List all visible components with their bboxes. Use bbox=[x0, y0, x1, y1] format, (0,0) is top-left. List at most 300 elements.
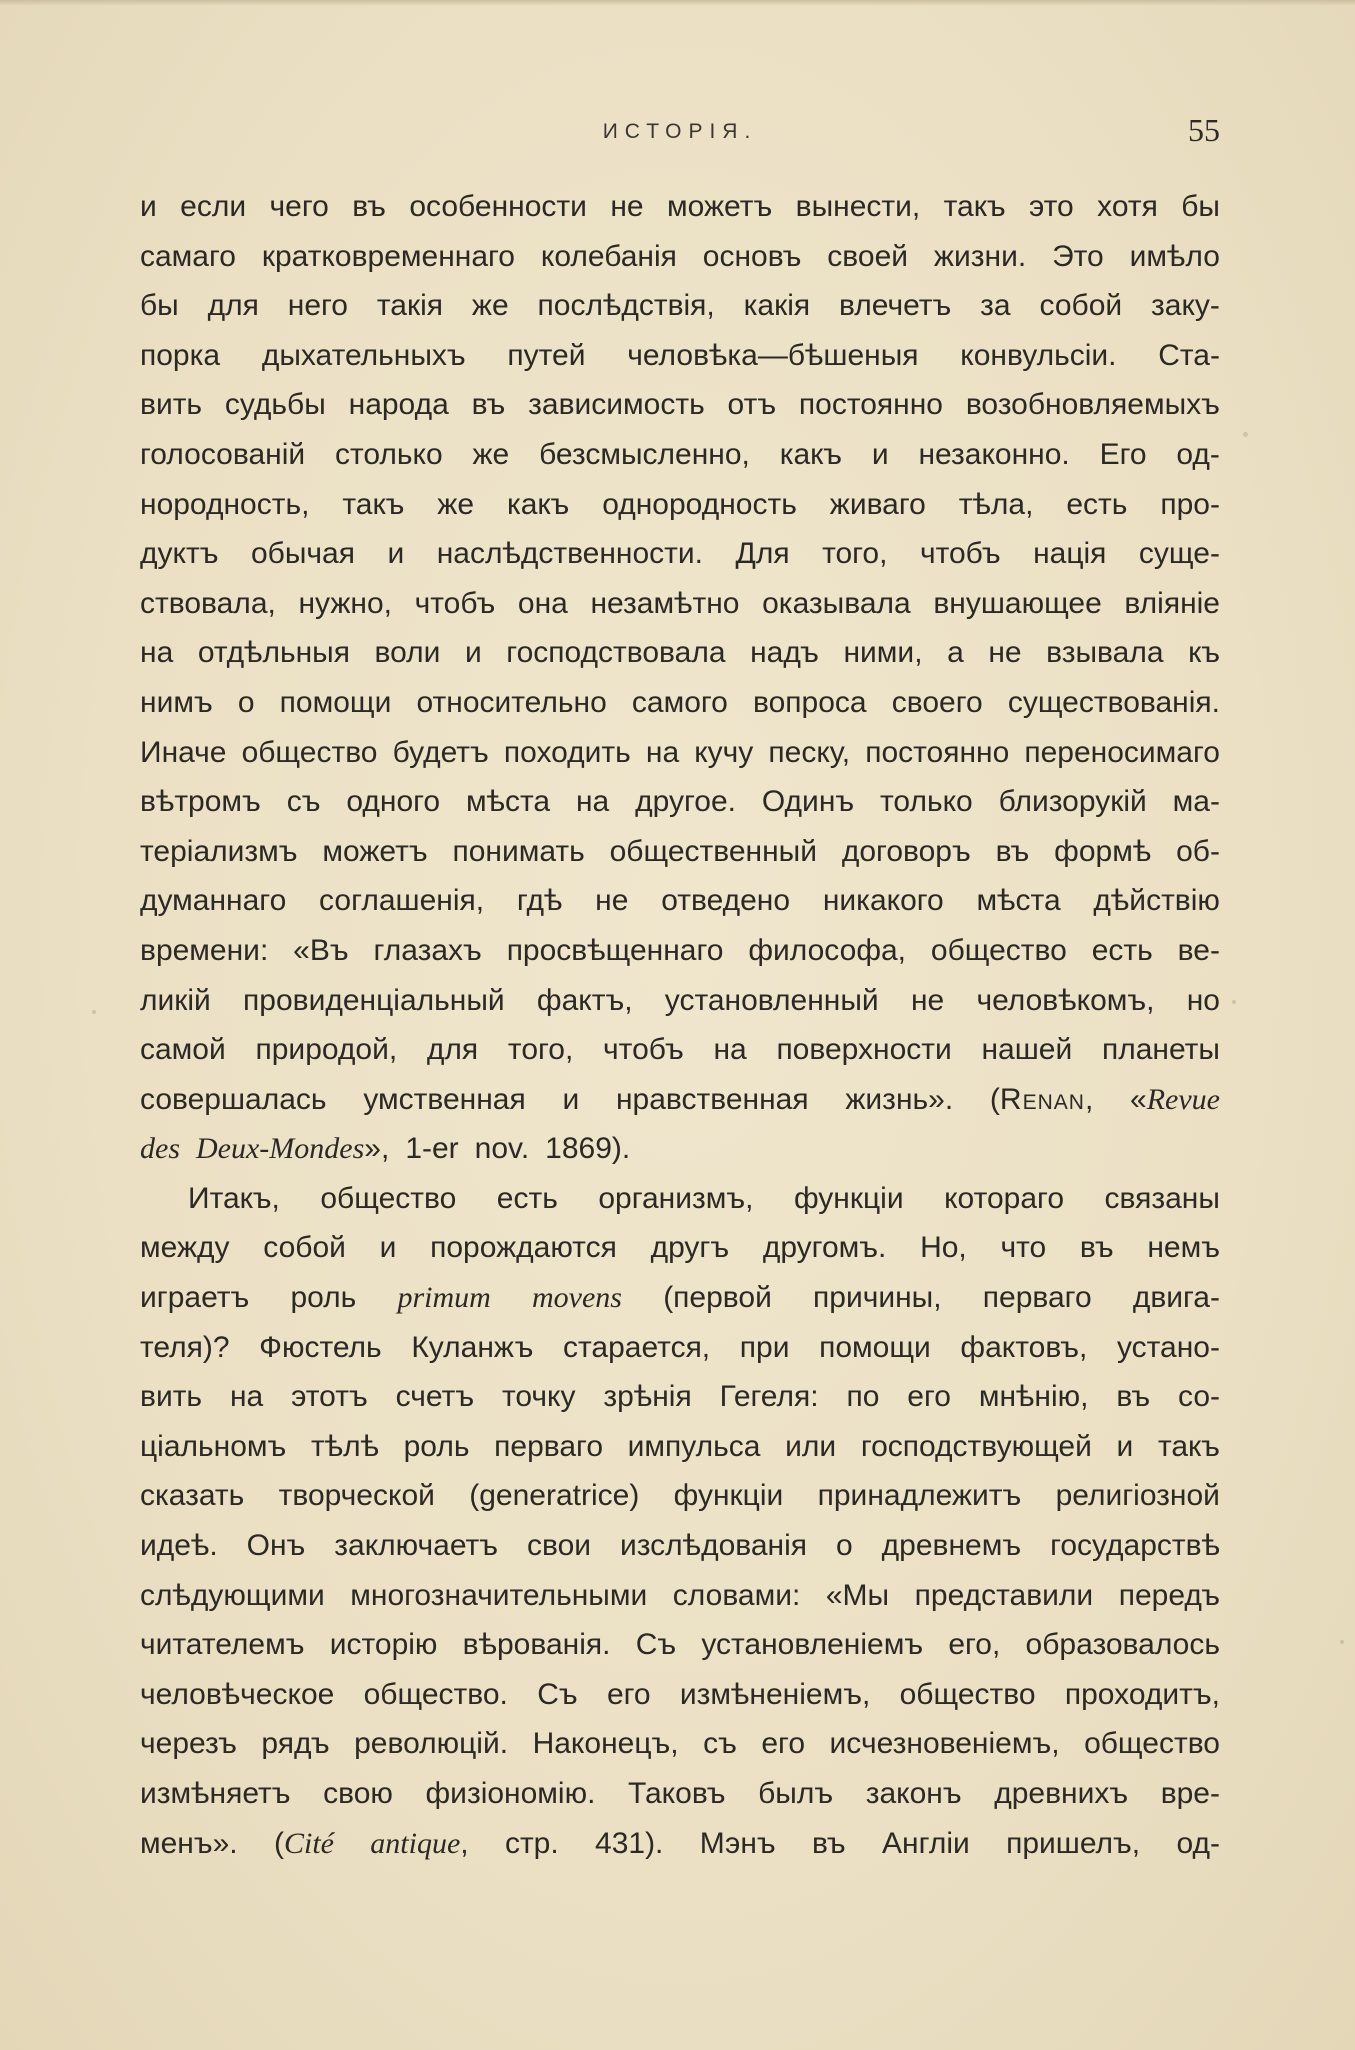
page-top-edge bbox=[0, 0, 1355, 6]
word: какъ bbox=[779, 437, 843, 471]
word: Это bbox=[1052, 239, 1104, 273]
word: общество. bbox=[363, 1677, 508, 1711]
word: тѣла, bbox=[958, 487, 1034, 521]
word: ма- bbox=[1172, 785, 1220, 819]
word: образовалось bbox=[1025, 1628, 1220, 1662]
text-line bbox=[140, 934, 1220, 984]
word: ствовала, bbox=[140, 586, 276, 620]
word: des bbox=[140, 1132, 180, 1166]
word: близорукій bbox=[998, 785, 1147, 819]
text-line bbox=[140, 1033, 1220, 1083]
word: и bbox=[387, 537, 405, 571]
word: гдѣ bbox=[516, 884, 563, 918]
word: кучу bbox=[694, 735, 754, 769]
word: можетъ bbox=[322, 834, 428, 868]
text-line bbox=[140, 1678, 1220, 1728]
word: связаны bbox=[1104, 1181, 1220, 1215]
word: ве- bbox=[1177, 933, 1220, 967]
word: при bbox=[739, 1330, 790, 1364]
word: религіозной bbox=[1055, 1479, 1220, 1513]
word: отдѣльныя bbox=[197, 636, 350, 670]
word: фактъ, bbox=[536, 983, 633, 1017]
word: съ bbox=[286, 785, 321, 819]
word: не bbox=[988, 636, 1022, 670]
word: въ bbox=[1116, 1380, 1151, 1414]
word: живаго bbox=[829, 487, 926, 521]
word: влечетъ bbox=[839, 289, 952, 323]
word: рядъ bbox=[261, 1727, 330, 1761]
word: на bbox=[229, 1380, 264, 1414]
word: незаконно. bbox=[918, 437, 1070, 471]
word: человѣкомъ, bbox=[976, 983, 1155, 1017]
word: есть bbox=[1091, 933, 1153, 967]
text-line bbox=[140, 1479, 1220, 1529]
text-line bbox=[140, 488, 1220, 538]
word: отъ bbox=[727, 388, 777, 422]
word: послѣдствія, bbox=[537, 289, 715, 323]
word: человѣка—бѣшеныя bbox=[627, 338, 919, 372]
word: понимать bbox=[452, 834, 585, 868]
word: со- bbox=[1177, 1380, 1220, 1414]
word: общество bbox=[320, 1181, 457, 1215]
word: точку bbox=[501, 1380, 576, 1414]
word: nov. bbox=[474, 1132, 530, 1166]
word: порождаются bbox=[430, 1231, 617, 1265]
word: порка bbox=[140, 338, 221, 372]
word: мнѣнію, bbox=[978, 1380, 1089, 1414]
word: про- bbox=[1160, 487, 1220, 521]
text-line bbox=[140, 686, 1220, 736]
word: можетъ bbox=[666, 190, 773, 223]
word: между bbox=[140, 1231, 230, 1265]
text-line bbox=[140, 1331, 1220, 1381]
word: общество bbox=[899, 1677, 1036, 1711]
word: функціи bbox=[673, 1479, 784, 1513]
word: 431). bbox=[595, 1826, 664, 1860]
word: такъ bbox=[342, 487, 405, 521]
word: его bbox=[761, 1727, 806, 1761]
word: конвульсіи. bbox=[960, 338, 1117, 372]
word: и bbox=[562, 1082, 580, 1116]
word: котораго bbox=[944, 1181, 1065, 1215]
word: вѣтромъ bbox=[140, 785, 261, 819]
word: свои bbox=[526, 1529, 592, 1563]
word: будетъ bbox=[392, 735, 489, 769]
word: счетъ bbox=[395, 1380, 475, 1414]
word: теріализмъ bbox=[140, 834, 298, 868]
word: не bbox=[595, 884, 629, 918]
text-line bbox=[140, 1281, 1220, 1331]
word: ликій bbox=[140, 983, 211, 1017]
word: революцій. bbox=[354, 1727, 509, 1761]
word: ціальномъ bbox=[140, 1429, 287, 1463]
word: совершалась bbox=[140, 1082, 327, 1116]
word: двига- bbox=[1132, 1281, 1220, 1315]
word: взывала bbox=[1046, 636, 1164, 670]
word: нравственная bbox=[615, 1082, 809, 1116]
word: провиденціальный bbox=[243, 983, 505, 1017]
word: черезъ bbox=[140, 1727, 237, 1761]
word: и bbox=[379, 1231, 397, 1265]
word: Для bbox=[735, 537, 790, 571]
word: дуктъ bbox=[140, 537, 219, 571]
word: теля)? bbox=[140, 1330, 230, 1364]
word: творческой bbox=[278, 1479, 435, 1513]
text-line bbox=[140, 1182, 1220, 1232]
word: оказывала bbox=[762, 586, 911, 620]
word: Его bbox=[1099, 437, 1147, 471]
word: о bbox=[836, 1529, 853, 1563]
word: о bbox=[237, 685, 255, 719]
word: только bbox=[880, 785, 973, 819]
word: въ bbox=[352, 190, 386, 223]
word: вопроса bbox=[753, 685, 867, 719]
word: Одинъ bbox=[761, 785, 855, 819]
word: и bbox=[140, 190, 157, 223]
word: Deux-Mondes», bbox=[196, 1132, 390, 1166]
word: кратковременнаго bbox=[261, 239, 515, 273]
word: дѣйствію bbox=[1093, 884, 1220, 918]
word: чтобъ bbox=[919, 537, 1001, 571]
word: нимъ bbox=[140, 685, 213, 719]
word: Съ bbox=[635, 1628, 677, 1662]
word: общество bbox=[930, 933, 1067, 967]
word: обычая bbox=[250, 537, 355, 571]
text-line bbox=[140, 190, 1220, 240]
text-line bbox=[140, 537, 1220, 587]
word: а bbox=[947, 636, 964, 670]
word: это bbox=[1029, 190, 1074, 223]
word: од- bbox=[1176, 437, 1220, 471]
text-line bbox=[140, 1132, 1220, 1182]
word: своей bbox=[827, 239, 909, 273]
word: старается, bbox=[563, 1330, 711, 1364]
word: импульса bbox=[627, 1429, 761, 1463]
word: никакого bbox=[822, 884, 944, 918]
word: господствующей bbox=[860, 1429, 1092, 1463]
word: него bbox=[287, 289, 348, 323]
word: основъ bbox=[702, 239, 802, 273]
word: собой bbox=[1039, 289, 1123, 323]
word: соглашенія, bbox=[319, 884, 485, 918]
word: имѣло bbox=[1129, 239, 1220, 273]
word: вѣрованія. bbox=[462, 1628, 611, 1662]
word: менъ». bbox=[140, 1826, 238, 1860]
word: общество bbox=[1084, 1727, 1220, 1761]
word: собой bbox=[263, 1231, 346, 1265]
word: на bbox=[645, 735, 680, 769]
text-line bbox=[140, 835, 1220, 885]
word: вить bbox=[140, 1380, 203, 1414]
word: movens bbox=[532, 1281, 622, 1315]
word: же bbox=[472, 437, 510, 471]
word: Мэнъ bbox=[699, 1826, 776, 1860]
word: сказать bbox=[140, 1479, 245, 1513]
word: жизни. bbox=[933, 239, 1027, 273]
word: од- bbox=[1176, 1826, 1220, 1860]
word: вить bbox=[140, 388, 203, 422]
word: хотя bbox=[1097, 190, 1158, 223]
word: общественный bbox=[609, 834, 817, 868]
word: его bbox=[606, 1677, 651, 1711]
paper-spot bbox=[1243, 432, 1248, 437]
word: на bbox=[140, 636, 174, 670]
word: Гегеля: bbox=[719, 1380, 819, 1414]
word: заключаетъ bbox=[334, 1529, 499, 1563]
word: установленіемъ bbox=[701, 1628, 924, 1662]
word: планеты bbox=[1101, 1033, 1220, 1067]
word: же bbox=[471, 289, 509, 323]
word: по bbox=[846, 1380, 880, 1414]
paper-spot bbox=[1340, 1640, 1344, 1644]
text-line bbox=[140, 785, 1220, 835]
word: колебанія bbox=[540, 239, 677, 273]
word: постоянно bbox=[865, 735, 1010, 769]
word: представили bbox=[914, 1578, 1094, 1612]
word: есть bbox=[1066, 487, 1128, 521]
word: исчезновеніемъ, bbox=[829, 1727, 1060, 1761]
word: бы bbox=[1181, 190, 1220, 223]
word: думаннаго bbox=[140, 884, 287, 918]
page-number: 55 bbox=[1188, 112, 1220, 148]
word: такъ bbox=[943, 190, 1006, 223]
word: Ста- bbox=[1158, 338, 1220, 372]
word: народа bbox=[348, 388, 449, 422]
word: Онъ bbox=[246, 1529, 306, 1563]
word: передъ bbox=[1118, 1578, 1220, 1612]
text-line bbox=[140, 1579, 1220, 1629]
word: нашей bbox=[981, 1033, 1073, 1067]
word: другъ bbox=[650, 1231, 730, 1265]
word: измѣняетъ bbox=[140, 1777, 291, 1810]
word: такъ bbox=[1157, 1429, 1220, 1463]
word: заку- bbox=[1151, 289, 1220, 323]
word: вре- bbox=[1160, 1777, 1220, 1810]
word: и bbox=[464, 636, 482, 670]
word: какъ bbox=[506, 487, 570, 521]
word: тѣлѣ bbox=[310, 1429, 379, 1463]
word: не bbox=[910, 983, 945, 1017]
word: играетъ bbox=[140, 1281, 250, 1315]
word: Съ bbox=[537, 1677, 578, 1711]
word: человѣческое bbox=[140, 1677, 335, 1711]
word: (первой bbox=[663, 1281, 772, 1315]
word: самой bbox=[140, 1033, 226, 1067]
word: относительно bbox=[416, 685, 607, 719]
word: вынести, bbox=[795, 190, 921, 223]
word: постоянно bbox=[798, 388, 943, 422]
word: Фюстель bbox=[259, 1330, 382, 1364]
word: нородность, bbox=[140, 487, 310, 521]
word: возобновляемыхъ bbox=[965, 388, 1220, 422]
word: или bbox=[785, 1429, 837, 1463]
word: его bbox=[907, 1380, 951, 1414]
word: Англіи bbox=[882, 1826, 970, 1860]
word: свою bbox=[323, 1777, 393, 1810]
word: переносимаго bbox=[1024, 735, 1220, 769]
word: надъ bbox=[750, 636, 819, 670]
word: господствовала bbox=[506, 636, 726, 670]
word: того, bbox=[507, 1033, 574, 1067]
word: къ bbox=[1188, 636, 1220, 670]
word: на bbox=[575, 785, 610, 819]
word: внушающее bbox=[933, 586, 1102, 620]
text-line bbox=[140, 884, 1220, 934]
word: 1-er bbox=[405, 1132, 459, 1166]
word: того, bbox=[822, 537, 888, 571]
paper-spot bbox=[1232, 1000, 1236, 1004]
word: мѣста bbox=[465, 785, 551, 819]
word: умственная bbox=[363, 1082, 526, 1116]
word: помощи bbox=[279, 685, 392, 719]
word: походить bbox=[503, 735, 631, 769]
word: есть bbox=[496, 1181, 558, 1215]
text-line bbox=[140, 1430, 1220, 1480]
word: «Мы bbox=[825, 1578, 890, 1612]
word: въ bbox=[471, 388, 506, 422]
word: философа, bbox=[748, 933, 907, 967]
word: былъ bbox=[758, 1777, 834, 1810]
word: договоръ bbox=[841, 834, 971, 868]
word: воли bbox=[374, 636, 441, 670]
word: primum bbox=[397, 1281, 491, 1315]
word: поверхности bbox=[776, 1033, 952, 1067]
word: причины, bbox=[813, 1281, 942, 1315]
word: ними, bbox=[843, 636, 923, 670]
text-line bbox=[140, 984, 1220, 1034]
word: помощи bbox=[819, 1330, 931, 1364]
text-line bbox=[140, 1083, 1220, 1133]
word: общество bbox=[241, 735, 378, 769]
word: «Въ bbox=[293, 933, 349, 967]
word: такія bbox=[376, 289, 443, 323]
text-line bbox=[140, 240, 1220, 290]
word: незамѣтно bbox=[590, 586, 740, 620]
paper-spot bbox=[92, 1010, 96, 1014]
word: своего bbox=[891, 685, 983, 719]
word: если bbox=[180, 190, 247, 223]
word: многозначительными bbox=[350, 1578, 648, 1612]
word: Таковъ bbox=[628, 1777, 726, 1810]
word: Итакъ, bbox=[188, 1181, 280, 1215]
word: зависимость bbox=[528, 388, 705, 422]
word: суще- bbox=[1138, 537, 1220, 571]
word: другомъ. bbox=[762, 1231, 887, 1265]
word: одного bbox=[346, 785, 441, 819]
word: Куланжъ bbox=[411, 1330, 534, 1364]
word: проходитъ, bbox=[1064, 1677, 1220, 1711]
word: 1869). bbox=[545, 1132, 631, 1166]
word: физіономію. bbox=[425, 1777, 596, 1810]
word: читателемъ bbox=[140, 1628, 305, 1662]
word: формѣ bbox=[1054, 834, 1152, 868]
word: для bbox=[207, 289, 259, 323]
word: (Cité bbox=[273, 1826, 334, 1860]
word: за bbox=[980, 289, 1011, 323]
text-line bbox=[140, 339, 1220, 389]
word: безсмысленно, bbox=[539, 437, 750, 471]
word: для bbox=[426, 1033, 479, 1067]
word: столько bbox=[334, 437, 443, 471]
text-line bbox=[140, 736, 1220, 786]
word: (Renan, bbox=[989, 1082, 1094, 1116]
text-line bbox=[140, 1529, 1220, 1579]
word: древнемъ bbox=[881, 1529, 1022, 1563]
word: перваго bbox=[982, 1281, 1092, 1315]
text-line bbox=[140, 388, 1220, 438]
text-line bbox=[140, 1827, 1220, 1877]
word: роль bbox=[403, 1429, 470, 1463]
word: древнихъ bbox=[994, 1777, 1129, 1810]
word: бы bbox=[140, 289, 179, 323]
word: существованія. bbox=[1007, 685, 1220, 719]
word: этотъ bbox=[291, 1380, 368, 1414]
word: чего bbox=[269, 190, 329, 223]
word: об- bbox=[1176, 834, 1220, 868]
text-line bbox=[140, 1380, 1220, 1430]
text-line bbox=[140, 636, 1220, 686]
word: жизнь». bbox=[845, 1082, 954, 1116]
word: песку, bbox=[768, 735, 851, 769]
word: чтобъ bbox=[414, 586, 496, 620]
word: самаго bbox=[140, 239, 236, 273]
word: въ bbox=[811, 1826, 846, 1860]
text-line bbox=[140, 1727, 1220, 1777]
word: дыхательныхъ bbox=[261, 338, 466, 372]
word: зрѣнія bbox=[603, 1380, 692, 1414]
word: судьбы bbox=[224, 388, 326, 422]
text-line bbox=[140, 1231, 1220, 1281]
word: государствѣ bbox=[1050, 1529, 1220, 1563]
word: въ bbox=[995, 834, 1030, 868]
word: идеѣ. bbox=[140, 1529, 218, 1563]
word: но bbox=[1186, 983, 1220, 1017]
word: перваго bbox=[494, 1429, 604, 1463]
word: измѣненіемъ, bbox=[679, 1677, 871, 1711]
body-text bbox=[140, 190, 1220, 1876]
word: просвѣщеннаго bbox=[506, 933, 724, 967]
word: природой, bbox=[255, 1033, 398, 1067]
word: мѣста bbox=[976, 884, 1061, 918]
word: однородность bbox=[602, 487, 797, 521]
word: особенности bbox=[409, 190, 587, 223]
word: Иначе bbox=[140, 735, 227, 769]
word: слѣдующими bbox=[140, 1578, 325, 1612]
word: изслѣдованія bbox=[620, 1529, 808, 1563]
word: не bbox=[610, 190, 644, 223]
word: фактовъ, bbox=[960, 1330, 1088, 1364]
text-line bbox=[140, 1777, 1220, 1827]
word: пришелъ, bbox=[1006, 1826, 1141, 1860]
word: установленный bbox=[664, 983, 879, 1017]
word: голосованій bbox=[140, 437, 306, 471]
word: чтобъ bbox=[603, 1033, 684, 1067]
word: принадлежитъ bbox=[817, 1479, 1022, 1513]
word: другое. bbox=[635, 785, 736, 819]
word: словами: bbox=[672, 1578, 801, 1612]
word: функціи bbox=[793, 1181, 904, 1215]
word: немъ bbox=[1147, 1231, 1220, 1265]
text-line bbox=[140, 438, 1220, 488]
word: и bbox=[871, 437, 889, 471]
word: его, bbox=[948, 1628, 1001, 1662]
word: какія bbox=[743, 289, 811, 323]
word: съ bbox=[703, 1727, 737, 1761]
word: на bbox=[713, 1033, 747, 1067]
word: нація bbox=[1033, 537, 1107, 571]
word: стр. bbox=[504, 1826, 559, 1860]
word: организмъ, bbox=[598, 1181, 754, 1215]
